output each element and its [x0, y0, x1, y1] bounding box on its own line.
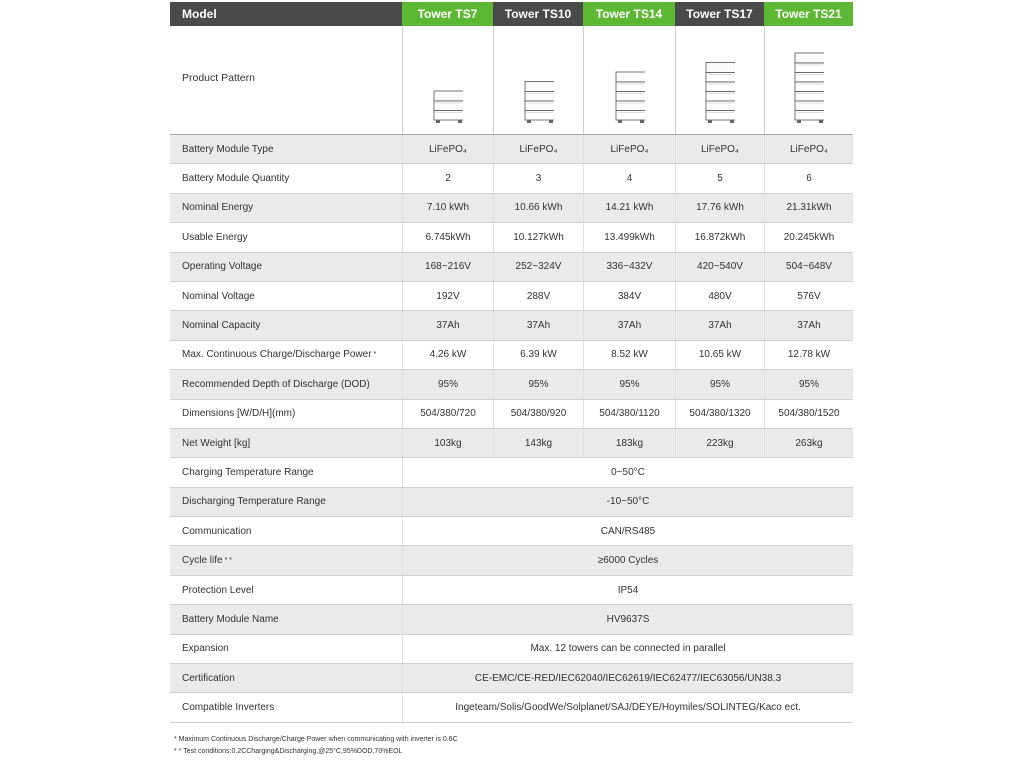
- spec-label-text: Protection Level: [182, 584, 254, 596]
- spec-value: LiFePO₄: [493, 135, 583, 163]
- spec-value: 504/380/720: [402, 400, 493, 428]
- spec-label-text: Battery Module Name: [182, 613, 279, 625]
- spec-value: 20.245kWh: [764, 223, 853, 251]
- spec-value: 384V: [583, 282, 675, 310]
- spec-label-text: Dimensions [W/D/H](mm): [182, 408, 296, 420]
- spec-value: LiFePO₄: [583, 135, 675, 163]
- spec-value: 143kg: [493, 429, 583, 457]
- spec-value: 2: [402, 164, 493, 192]
- spec-value: 21.31kWh: [764, 194, 853, 222]
- spec-label-text: Nominal Energy: [182, 202, 254, 214]
- footnote-mark: * *: [224, 557, 232, 565]
- header-model: Tower TS17: [675, 2, 764, 26]
- spec-row-label: [170, 458, 402, 486]
- footnote-mark: *: [373, 351, 377, 359]
- spec-row-label: [170, 282, 402, 310]
- spec-label-text: Communication: [182, 525, 252, 537]
- spec-value: 288V: [493, 282, 583, 310]
- header-model-label: Model: [170, 2, 402, 26]
- spec-row-label: [170, 400, 402, 428]
- spec-row: [170, 488, 853, 517]
- spec-table: [170, 2, 853, 723]
- spec-row-label: [170, 605, 402, 633]
- spec-value: 8.52 kW: [583, 341, 675, 369]
- spec-value: 252~324V: [493, 253, 583, 281]
- spec-label-text: Usable Energy: [182, 231, 248, 243]
- header-row: [170, 2, 853, 26]
- footnote: * Maximum Continuous Discharge/Charge Power when communicating with inverter is 0.6C: [174, 736, 458, 743]
- spec-row-label: [170, 135, 402, 163]
- spec-label-text: Max. Continuous Charge/Discharge Power: [182, 349, 372, 361]
- spec-value: 576V: [764, 282, 853, 310]
- spec-value: 37Ah: [764, 311, 853, 339]
- spec-row-label: [170, 517, 402, 545]
- spec-row: [170, 223, 853, 252]
- spec-value: 4.26 kW: [402, 341, 493, 369]
- spec-value: 192V: [402, 282, 493, 310]
- spec-value: 420~540V: [675, 253, 764, 281]
- spec-label-text: Net Weight [kg]: [182, 437, 251, 449]
- spec-row-label: [170, 576, 402, 604]
- spec-value: LiFePO₄: [764, 135, 853, 163]
- spec-label-text: Battery Module Type: [182, 143, 274, 155]
- spec-label-text: Discharging Temperature Range: [182, 496, 326, 508]
- spec-value: 95%: [493, 370, 583, 398]
- spec-row-label: [170, 635, 402, 663]
- spec-row: [170, 517, 853, 546]
- spec-value: 17.76 kWh: [675, 194, 764, 222]
- spec-value: 95%: [675, 370, 764, 398]
- spec-value: 223kg: [675, 429, 764, 457]
- spec-value: 5: [675, 164, 764, 192]
- tower-ts21-image: [794, 24, 824, 124]
- spec-row-label: [170, 164, 402, 192]
- tower-image-cell: [675, 26, 764, 134]
- spec-value: 95%: [764, 370, 853, 398]
- spec-value: 37Ah: [675, 311, 764, 339]
- spec-value: 183kg: [583, 429, 675, 457]
- spec-row: [170, 576, 853, 605]
- spec-value: 263kg: [764, 429, 853, 457]
- spec-row: [170, 664, 853, 693]
- spec-row-label: [170, 429, 402, 457]
- tower-ts7-image: [433, 24, 463, 124]
- spec-value: 37Ah: [493, 311, 583, 339]
- spec-row: [170, 311, 853, 340]
- spec-value: 37Ah: [583, 311, 675, 339]
- spec-row: [170, 458, 853, 487]
- spec-value-shared: Max. 12 towers can be connected in parallel: [402, 635, 853, 663]
- tower-image-cell: [583, 26, 675, 134]
- spec-row-label: [170, 488, 402, 516]
- spec-row-label: [170, 253, 402, 281]
- product-pattern-row: [170, 26, 853, 135]
- spec-rows: [170, 135, 853, 723]
- spec-value: 7.10 kWh: [402, 194, 493, 222]
- spec-row: [170, 135, 853, 164]
- spec-value: 10.65 kW: [675, 341, 764, 369]
- spec-row-label: [170, 194, 402, 222]
- spec-label-text: Charging Temperature Range: [182, 466, 314, 478]
- spec-value: 4: [583, 164, 675, 192]
- spec-value: 6.39 kW: [493, 341, 583, 369]
- spec-label-text: Expansion: [182, 643, 229, 655]
- spec-label-text: Recommended Depth of Discharge (DOD): [182, 378, 370, 390]
- spec-value: LiFePO₄: [675, 135, 764, 163]
- spec-value-shared: -10~50°C: [402, 488, 853, 516]
- spec-row-label: [170, 664, 402, 692]
- spec-value-shared: CAN/RS485: [402, 517, 853, 545]
- spec-value: 12.78 kW: [764, 341, 853, 369]
- spec-value: 6.745kWh: [402, 223, 493, 251]
- spec-value: 504/380/1320: [675, 400, 764, 428]
- spec-row: [170, 164, 853, 193]
- header-model: Tower TS7: [402, 2, 493, 26]
- spec-label-text: Nominal Capacity: [182, 320, 261, 332]
- spec-row-label: [170, 223, 402, 251]
- spec-row-label: [170, 546, 402, 574]
- header-model: Tower TS10: [493, 2, 583, 26]
- spec-row: [170, 693, 853, 722]
- spec-row: [170, 605, 853, 634]
- spec-value-shared: 0~50°C: [402, 458, 853, 486]
- spec-value: 504/380/1120: [583, 400, 675, 428]
- spec-row: [170, 370, 853, 399]
- spec-value: 13.499kWh: [583, 223, 675, 251]
- header-model: Tower TS14: [583, 2, 675, 26]
- spec-row: [170, 635, 853, 664]
- spec-value: LiFePO₄: [402, 135, 493, 163]
- spec-value: 6: [764, 164, 853, 192]
- spec-value: 10.66 kWh: [493, 194, 583, 222]
- tower-ts10-image: [524, 24, 554, 124]
- spec-row: [170, 341, 853, 370]
- spec-label-text: Cycle life: [182, 555, 223, 567]
- spec-row-label: [170, 341, 402, 369]
- header-model: Tower TS21: [764, 2, 853, 26]
- spec-value: 3: [493, 164, 583, 192]
- footnote: * * Test conditions:0.2CCharging&Discharging,@25°C,95%DOD,70%EOL: [174, 748, 403, 755]
- spec-row-label: [170, 370, 402, 398]
- spec-label-text: Operating Voltage: [182, 261, 263, 273]
- spec-value-shared: Ingeteam/Solis/GoodWe/Solplanet/SAJ/DEYE/Hoymiles/SOLINTEG/Kaco ect.: [402, 693, 853, 721]
- spec-value: 95%: [402, 370, 493, 398]
- spec-row: [170, 429, 853, 458]
- spec-label-text: Battery Module Quantity: [182, 173, 290, 185]
- spec-value-shared: HV9637S: [402, 605, 853, 633]
- tower-image-cell: [764, 26, 853, 134]
- spec-value: 16.872kWh: [675, 223, 764, 251]
- spec-value: 14.21 kWh: [583, 194, 675, 222]
- spec-row-label: [170, 311, 402, 339]
- spec-value: 103kg: [402, 429, 493, 457]
- spec-value: 480V: [675, 282, 764, 310]
- spec-value: 504~648V: [764, 253, 853, 281]
- spec-value-shared: ≥6000 Cycles: [402, 546, 853, 574]
- spec-value: 504/380/1520: [764, 400, 853, 428]
- spec-row: [170, 546, 853, 575]
- spec-value: 95%: [583, 370, 675, 398]
- spec-row-label: [170, 693, 402, 721]
- spec-value: 504/380/920: [493, 400, 583, 428]
- tower-ts14-image: [615, 24, 645, 124]
- spec-label-text: Compatible Inverters: [182, 702, 275, 714]
- spec-value-shared: CE-EMC/CE-RED/IEC62040/IEC62619/IEC62477/IEC63056/UN38.3: [402, 664, 853, 692]
- spec-value: 168~216V: [402, 253, 493, 281]
- spec-label-text: Certification: [182, 672, 235, 684]
- spec-value: 336~432V: [583, 253, 675, 281]
- spec-row: [170, 253, 853, 282]
- spec-value: 10.127kWh: [493, 223, 583, 251]
- spec-row: [170, 400, 853, 429]
- spec-row: [170, 194, 853, 223]
- tower-image-cell: [493, 26, 583, 134]
- product-pattern-label: Product Pattern: [182, 72, 255, 84]
- spec-label-text: Nominal Voltage: [182, 290, 255, 302]
- tower-ts17-image: [705, 24, 735, 124]
- spec-row: [170, 282, 853, 311]
- spec-value: 37Ah: [402, 311, 493, 339]
- tower-image-cell: [402, 26, 493, 134]
- spec-value-shared: IP54: [402, 576, 853, 604]
